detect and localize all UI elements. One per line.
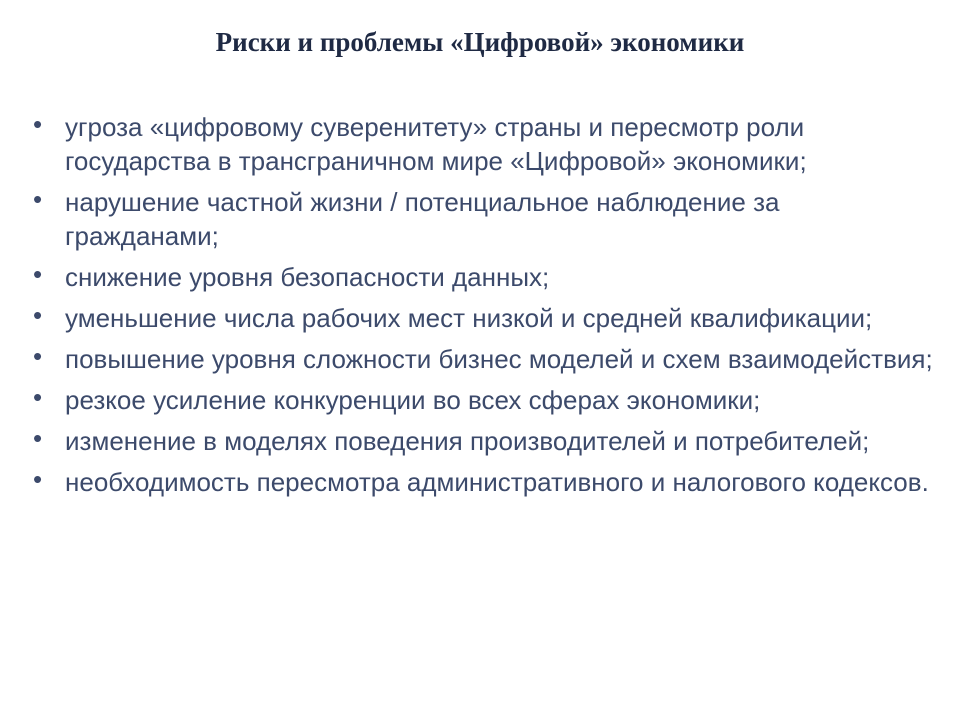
- bullet-text: снижение уровня безопасности данных;: [65, 262, 550, 292]
- bullet-icon: •: [33, 109, 43, 139]
- bullet-text: резкое усиление конкуренции во всех сферах экономики;: [65, 385, 761, 415]
- bullet-icon: •: [33, 259, 43, 289]
- bullet-icon: •: [33, 300, 43, 330]
- bullet-item: [28, 185, 938, 253]
- bullet-icon: •: [33, 341, 43, 371]
- bullet-icon: •: [33, 464, 43, 494]
- bullet-text: необходимость пересмотра административного и налогового кодексов.: [65, 467, 929, 497]
- bullet-icon: •: [33, 184, 43, 214]
- bullet-icon: •: [33, 382, 43, 412]
- slide-title: Риски и проблемы «Цифровой» экономики: [215, 27, 745, 57]
- bullet-text: изменение в моделях поведения производителей и потребителей;: [65, 426, 870, 456]
- bullet-item: [28, 260, 938, 294]
- bullet-item: [28, 465, 938, 499]
- bullet-text: угроза «цифровому суверенитету» страны и пересмотр роли государства в трансграничном мире «Цифровой» экономики;: [65, 112, 807, 176]
- bullet-item: [28, 110, 938, 178]
- bullet-item: [28, 424, 938, 458]
- bullet-list: [28, 110, 938, 506]
- bullet-icon: •: [33, 423, 43, 453]
- bullet-item: [28, 383, 938, 417]
- bullet-text: повышение уровня сложности бизнес моделей и схем взаимодействия;: [65, 344, 933, 374]
- bullet-text: уменьшение числа рабочих мест низкой и средней квалификации;: [65, 303, 873, 333]
- bullet-item: [28, 301, 938, 335]
- bullet-item: [28, 342, 938, 376]
- bullet-text: нарушение частной жизни / потенциальное наблюдение за гражданами;: [65, 187, 780, 251]
